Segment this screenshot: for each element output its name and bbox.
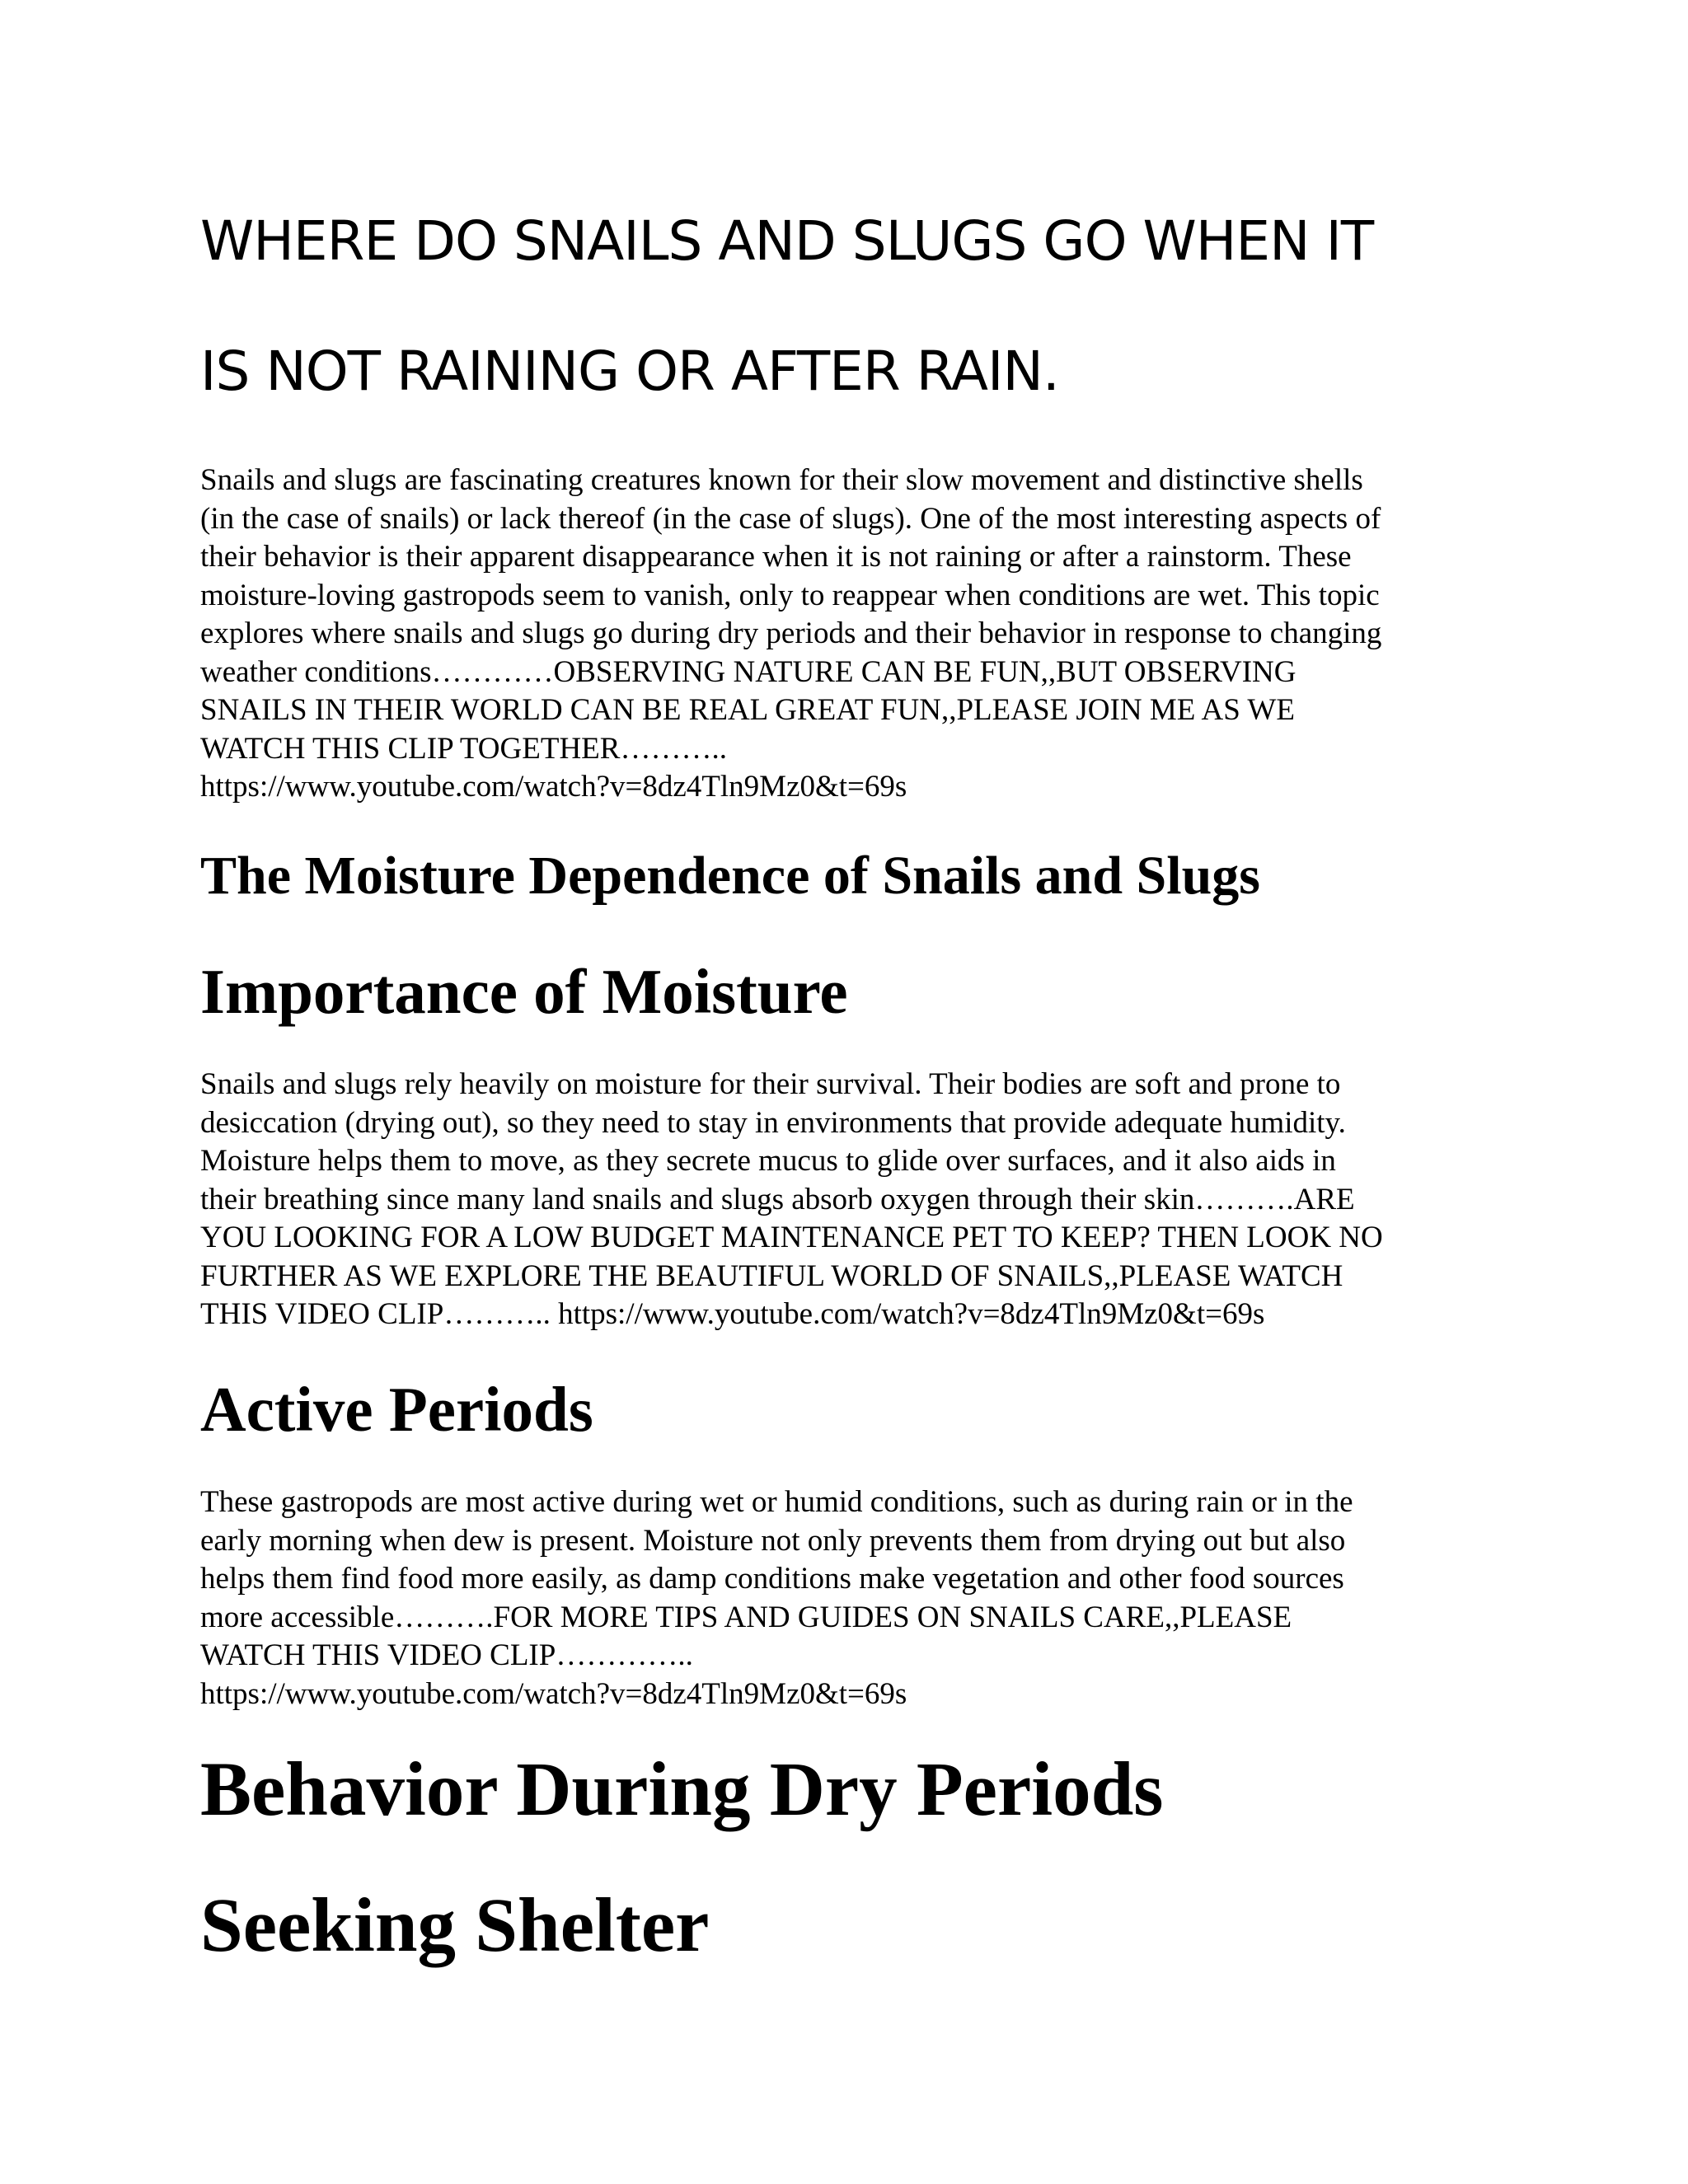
intro-line: explores where snails and slugs go during dry periods and their behavior in response to changing xyxy=(200,616,1382,650)
importance-line: Snails and slugs rely heavily on moisture for their survival. Their bodies are soft and prone to xyxy=(200,1067,1341,1101)
importance-line: desiccation (drying out), so they need to stay in environments that provide adequate humidity. xyxy=(200,1105,1346,1140)
active-line: early morning when dew is present. Moisture not only prevents them from drying out but also xyxy=(200,1523,1346,1558)
active-line: helps them find food more easily, as damp conditions make vegetation and other food sources xyxy=(200,1562,1344,1596)
active-video-link[interactable]: https://www.youtube.com/watch?v=8dz4Tln9Mz0&t=69s xyxy=(200,1676,907,1711)
document-title-line-2: IS NOT RAINING OR AFTER RAIN. xyxy=(200,340,1059,403)
heading-importance-of-moisture: Importance of Moisture xyxy=(200,956,848,1027)
importance-line: Moisture helps them to move, as they secrete mucus to glide over surfaces, and it also aids in xyxy=(200,1144,1336,1178)
intro-line: their behavior is their apparent disappearance when it is not raining or after a rainstorm. These xyxy=(200,540,1352,574)
importance-paragraph xyxy=(200,1066,1503,1334)
intro-line: SNAILS IN THEIR WORLD CAN BE REAL GREAT FUN,,PLEASE JOIN ME AS WE xyxy=(200,693,1295,727)
importance-line: YOU LOOKING FOR A LOW BUDGET MAINTENANCE PET TO KEEP? THEN LOOK NO xyxy=(200,1221,1383,1254)
intro-line: (in the case of snails) or lack thereof (in the case of slugs). One of the most interesting aspects of xyxy=(200,501,1381,536)
active-periods-paragraph xyxy=(200,1483,1503,1713)
heading-behavior-during-dry-periods: Behavior During Dry Periods xyxy=(200,1747,1164,1832)
intro-line: weather conditions…………OBSERVING NATURE CAN BE FUN,,BUT OBSERVING xyxy=(200,654,1296,689)
importance-line: their breathing since many land snails and slugs absorb oxygen through their skin……….ARE xyxy=(200,1182,1355,1216)
importance-line-with-link[interactable]: THIS VIDEO CLIP……….. https://www.youtube.com/watch?v=8dz4Tln9Mz0&t=69s xyxy=(200,1297,1265,1331)
active-line: These gastropods are most active during wet or humid conditions, such as during rain or in the xyxy=(200,1485,1353,1519)
active-line: WATCH THIS VIDEO CLIP………….. xyxy=(200,1638,693,1672)
intro-line: moisture-loving gastropods seem to vanish, only to reappear when conditions are wet. This topic xyxy=(200,578,1380,612)
active-line: more accessible……….FOR MORE TIPS AND GUIDES ON SNAILS CARE,,PLEASE xyxy=(200,1600,1292,1634)
intro-line: Snails and slugs are fascinating creatures known for their slow movement and distinctive shells xyxy=(200,463,1363,497)
document-title-line-1: WHERE DO SNAILS AND SLUGS GO WHEN IT xyxy=(200,209,1374,273)
heading-seeking-shelter: Seeking Shelter xyxy=(200,1883,710,1968)
heading-moisture-dependence: The Moisture Dependence of Snails and Slugs xyxy=(200,846,1260,906)
intro-paragraph xyxy=(200,462,1503,807)
intro-video-link[interactable]: https://www.youtube.com/watch?v=8dz4Tln9Mz0&t=69s xyxy=(200,770,907,804)
heading-active-periods: Active Periods xyxy=(200,1374,593,1445)
importance-line: FURTHER AS WE EXPLORE THE BEAUTIFUL WORLD OF SNAILS,,PLEASE WATCH xyxy=(200,1258,1343,1293)
intro-line: WATCH THIS CLIP TOGETHER……….. xyxy=(200,731,727,766)
